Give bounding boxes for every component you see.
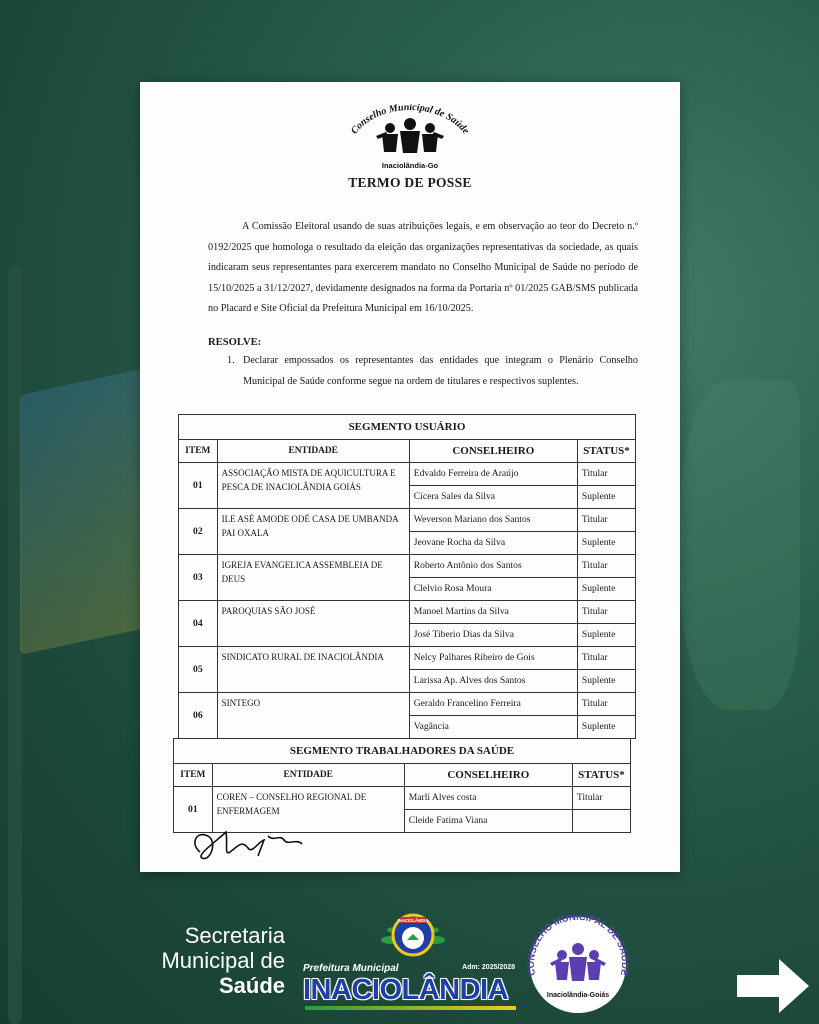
svg-text:Inaciolândia-Goiás: Inaciolândia-Goiás	[546, 992, 610, 999]
resolution-item	[227, 351, 638, 392]
status-titular: Titular	[573, 787, 630, 810]
status-suplente: Suplente	[581, 537, 616, 548]
conselheiro-titular: Edvaldo Ferreira de Araújo	[410, 463, 577, 486]
status-titular: Titular	[578, 463, 635, 486]
item-text: Declarar empossados os representantes das entidades que integram o Plenário Conselho Municipal de Saúde conforme segue na ordem de titulares e respectivos suplentes.	[243, 355, 638, 387]
status-titular: Titular	[578, 601, 635, 624]
table-row	[179, 463, 636, 509]
column-header-conselheiro: CONSELHEIRO	[404, 764, 572, 787]
svg-text:CONSELHO MUNICIPAL DE SAÚDE: CONSELHO MUNICIPAL DE SAÚDE	[525, 915, 631, 977]
svg-text:Inaciolândia-Go: Inaciolândia-Go	[381, 161, 439, 170]
status-suplente: Suplente	[581, 721, 616, 732]
prefeitura-logo	[303, 910, 518, 1010]
document-page	[140, 82, 680, 872]
svg-text:Conselho Municipal de Saúde: Conselho Municipal de Saúde	[348, 104, 472, 137]
table-row	[179, 647, 636, 693]
row-item: 01	[174, 787, 213, 833]
conselheiro-suplente: Larissa Ap. Alves dos Santos	[413, 675, 526, 686]
table-row	[179, 555, 636, 601]
background-flag	[20, 365, 160, 655]
status-suplente: Suplente	[581, 629, 616, 640]
council-logo	[330, 104, 490, 174]
status-suplente: Suplente	[581, 491, 616, 502]
column-header-status: STATUS*	[572, 764, 630, 787]
status-suplente: Suplente	[581, 675, 616, 686]
conselheiro-suplente: Jeovane Rocha da Silva	[413, 537, 506, 548]
column-header-entidade: ENTIDADE	[212, 764, 404, 787]
conselheiro-suplente: Cleide Fatima Viana	[408, 815, 488, 826]
row-item: 06	[179, 693, 218, 739]
conselheiro-titular: Geraldo Francelino Ferreira	[410, 693, 577, 716]
background-map-shape	[680, 380, 800, 710]
column-header-entidade: ENTIDADE	[217, 440, 409, 463]
status-titular: Titular	[578, 647, 635, 670]
table-row	[179, 693, 636, 739]
status-titular: Titular	[578, 509, 635, 532]
row-entidade: SINTEGO	[217, 693, 409, 739]
row-entidade: SINDICATO RURAL DE INACIOLÂNDIA	[217, 647, 409, 693]
row-item: 02	[179, 509, 218, 555]
city-emblem-icon	[303, 910, 518, 965]
segmento-trabalhadores-table	[173, 738, 631, 833]
secretaria-brand	[161, 923, 285, 998]
status-titular: Titular	[578, 693, 635, 716]
row-entidade: ASSOCIAÇÃO MISTA DE AQUICULTURA E PESCA DE INACIOLÂNDIA GOIÁS	[217, 463, 409, 509]
secretaria-line-3: Saúde	[218, 973, 285, 998]
row-entidade: PAROQUIAS SÃO JOSÉ	[217, 601, 409, 647]
document-title: TERMO DE POSSE	[348, 175, 472, 190]
column-header-status: STATUS*	[577, 440, 635, 463]
table-row	[179, 601, 636, 647]
prefeitura-underline	[305, 1006, 516, 1010]
conselheiro-titular: Weverson Mariano dos Santos	[410, 509, 577, 532]
status-titular: Titular	[578, 555, 635, 578]
secretaria-line-2: Municipal de	[161, 948, 285, 973]
row-entidade: COREN – CONSELHO REGIONAL DE ENFERMAGEM	[212, 787, 404, 833]
conselheiro-suplente: José Tiberio Dias da Silva	[413, 629, 514, 640]
prefeitura-adm: Adm: 2025/2028	[462, 964, 515, 971]
item-number: 1.	[227, 355, 235, 366]
column-header-item: ITEM	[179, 440, 218, 463]
cms-logo	[522, 915, 634, 1015]
secretaria-line-1: Secretaria	[184, 923, 285, 948]
prefeitura-name: INACIOLÂNDIA	[303, 974, 509, 1006]
intro-paragraph: A Comissão Eleitoral usando de suas atribuições legais, e em observação ao teor do Decreto n.º 0192/2025 que homologa o resultado da eleição das organizações representativas da sociedade, as quais indicaram seus representantes para exercerem mandato no Conselho Municipal de Saúde no período de 15/10/2025 a 31/12/2027, devidamente designados na forma da Portaria nº 01/2025 GAB/SMS publicada no Placard e Site Oficial da Prefeitura Municipal em 16/10/2025.	[208, 221, 638, 315]
conselheiro-suplente: Clelvio Rosa Moura	[413, 583, 492, 594]
segment-title: SEGMENTO TRABALHADORES DA SAÚDE	[174, 739, 631, 764]
arrow-right-icon[interactable]	[735, 955, 811, 1017]
conselheiro-suplente: Vagância	[413, 721, 449, 732]
resolve-heading: RESOLVE:	[208, 337, 262, 348]
column-header-item: ITEM	[174, 764, 213, 787]
row-item: 05	[179, 647, 218, 693]
conselheiro-titular: Marli Alves costa	[405, 787, 572, 810]
row-item: 04	[179, 601, 218, 647]
signature	[188, 822, 318, 867]
row-entidade: ILE ASÉ AMODE ODÉ CASA DE UMBANDA PAI OXALA	[217, 509, 409, 555]
conselheiro-titular: Nelcy Palhares Ribeiro de Gois	[410, 647, 577, 670]
table-row	[179, 509, 636, 555]
row-item: 01	[179, 463, 218, 509]
conselheiro-suplente: Cícera Sales da Silva	[413, 491, 496, 502]
conselheiro-titular: Manoel Martins da Silva	[410, 601, 577, 624]
status-suplente	[573, 810, 630, 832]
conselheiro-titular: Roberto Antônio dos Santos	[410, 555, 577, 578]
svg-text:INACIOLÂNDIA: INACIOLÂNDIA	[397, 918, 429, 923]
row-item: 03	[179, 555, 218, 601]
prefeitura-label: Prefeitura Municipal	[303, 963, 399, 974]
column-header-conselheiro: CONSELHEIRO	[409, 440, 577, 463]
row-entidade: IGREJA EVANGELICA ASSEMBLEIA DE DEUS	[217, 555, 409, 601]
status-suplente: Suplente	[581, 583, 616, 594]
segmento-usuario-table	[178, 414, 636, 739]
segment-title: SEGMENTO USUÁRIO	[179, 415, 636, 440]
